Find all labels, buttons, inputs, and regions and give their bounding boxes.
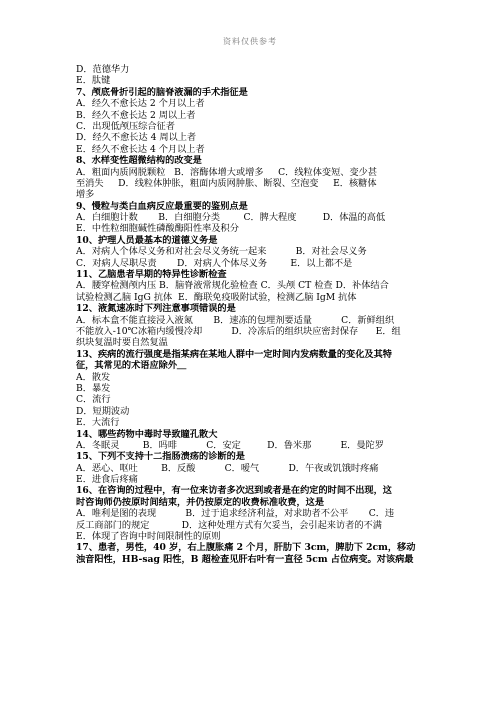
option-line: A．腰穿检测颅内压 B．脑脊液常规化验检查 C．头颅 CT 检查 D．补体结合 (76, 280, 389, 292)
option-line: B．经久不愈长达 2 周以上者 (76, 109, 196, 121)
question-line: 时咨询师仍按原时间结束，并仍按原定的收费标准收费，这是 (76, 496, 325, 508)
option-line: 增多 (76, 189, 95, 201)
option-line: D．短期波动 (76, 405, 130, 417)
option-line: E．肽键 (76, 75, 111, 87)
option-line: E．进食后疼痛 (76, 474, 138, 486)
question-line: 征，其常见的术语应除外＿ (76, 360, 187, 372)
question-line: 15、下列不支持十二指肠溃疡的诊断的是 (76, 451, 245, 463)
option-line: C．出现低颅压综合征者 (76, 120, 175, 132)
option-line: A．散发 (76, 371, 111, 383)
option-line: D．范德华力 (76, 64, 130, 75)
option-line: E．中性粒细胞碱性磷酸酶阳性率及积分 (76, 223, 239, 235)
option-line: E．大流行 (76, 417, 120, 429)
option-line: A．粗面内质网脱颗粒 B．溶酶体增大或增多 C．线粒体变短、变少甚 (76, 166, 378, 178)
option-line: 不能放入-10℃冰箱内缓慢冷却 D．冷冻后的组织块应密封保存 E．组 (76, 325, 401, 337)
document-body (76, 64, 436, 565)
question-line: 14、哪些药物中毒时导致瞳孔散大 (76, 428, 218, 440)
question-line: 17、患者，男性，40 岁，右上腹胀痛 2 个月，肝肋下 3cm，脾肋下 2cm，移动 (76, 542, 416, 554)
option-line: A．对病人个体尽义务和对社会尽义务统一起来 B．对社会尽义务 (76, 246, 367, 258)
question-line: 10、护理人员最基本的道德义务是 (76, 234, 218, 246)
option-line: A．标本盒不能直接浸入液氮 B．速冻的包埋剂要适量 C．新鲜组织 (76, 314, 395, 326)
question-line: 7、颅底骨折引起的脑脊液漏的手术指征是 (76, 86, 248, 98)
question-line: 12、液氮速冻时下列注意事项错误的是 (76, 303, 236, 315)
option-line: C．对病人尽职尽责 D．对病人个体尽义务 E．以上都不是 (76, 257, 353, 269)
option-line: A．唯利是图的表现 B．过于追求经济利益，对求助者不公平 C．违 (76, 508, 395, 520)
option-line: 织块复温时要自然复温 (76, 337, 168, 349)
option-line: D．经久不愈长达 4 周以上者 (76, 132, 197, 144)
page-header: 资料仅供参考 (223, 37, 277, 46)
option-line: A．冬眠灵 B．吗啡 C．安定 D．鲁米那 E．曼陀罗 (76, 439, 384, 451)
option-line: 试验检测乙脑 IgG 抗体 E．酶联免疫吸附试验，检测乙脑 IgM 抗体 (76, 291, 357, 303)
question-line: 8、水样变性超微结构的改变是 (76, 155, 202, 167)
option-line: A．恶心、呕吐 B．反酸 C．嗳气 D．午夜或饥饿时疼痛 (76, 462, 379, 474)
question-line: 浊音阳性，HB-sag 阳性，B 超检查见肝右叶有一直径 5cm 占位病变。对该病最 (76, 553, 414, 565)
question-line: 16、在咨询的过程中，有一位来访者多次迟到或者是在约定的时间不出现，这 (76, 485, 392, 497)
option-line: 至消失 D．线粒体肿胀，粗面内质网肿胀、断裂、空泡变 E．核糖体 (76, 177, 377, 189)
option-line: 反工商部门的规定 D．这种处理方式有欠妥当，会引起来访者的不满 (76, 519, 382, 531)
option-line: A．白细胞计数 B．白细胞分类 C．脾大程度 D．体温的高低 (76, 212, 386, 224)
question-line: 13、疾病的流行强度是指某病在某地人群中一定时间内发病数量的变化及其特 (76, 348, 392, 360)
option-line: C．流行 (76, 394, 111, 406)
option-line: B．暴发 (76, 382, 111, 394)
option-line: E．经久不愈长达 4 个月以上者 (76, 143, 205, 155)
option-line: A．经久不愈长达 2 个月以上者 (76, 98, 205, 110)
question-line: 11、乙脑患者早期的特异性诊断检查 (76, 269, 227, 281)
question-line: 9、慢粒与类白血病反应最重要的鉴别点是 (76, 200, 248, 212)
option-line: E．体现了咨询中时间限制性的原则 (76, 531, 221, 543)
